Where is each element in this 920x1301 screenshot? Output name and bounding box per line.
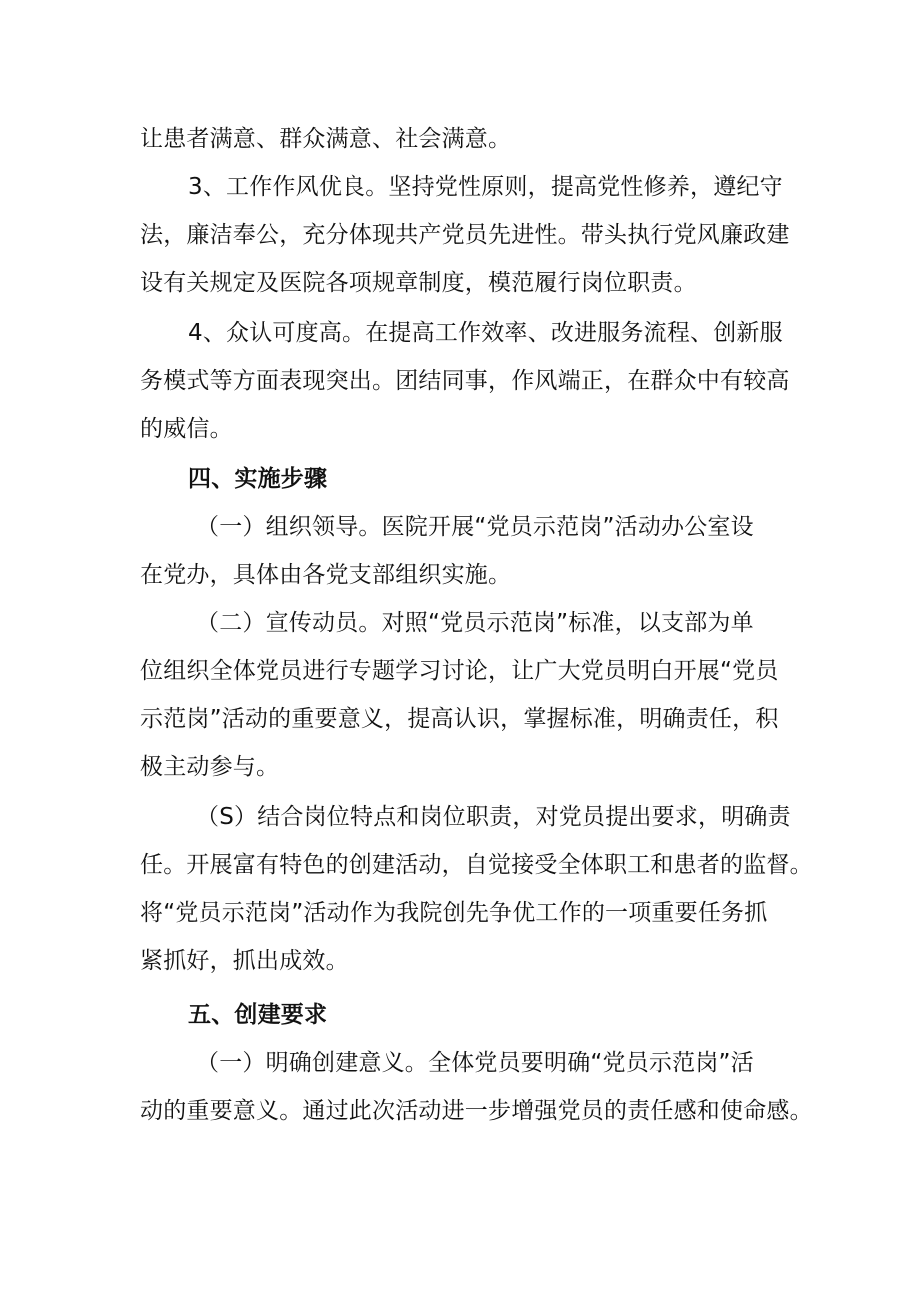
paragraph-line: 任。开展富有特色的创建活动，自觉接受全体职工和患者的监督。 bbox=[140, 852, 813, 878]
paragraph-line: 将“党员示范岗”活动作为我院创先争优工作的一项重要任务抓 bbox=[140, 900, 768, 926]
paragraph-line: 3、工作作风优良。坚持党性原则，提高党性修养，遵纪守 bbox=[188, 174, 783, 200]
paragraph-line: 法，廉洁奉公，充分体现共产党员先进性。带头执行党风廉政建 bbox=[140, 222, 790, 248]
section-heading: 四、实施步骤 bbox=[188, 466, 328, 492]
paragraph-line: （一）组织领导。医院开展“党员示范岗”活动办公室设 bbox=[196, 514, 754, 540]
paragraph-line: 设有关规定及医院各项规章制度，模范履行岗位职责。 bbox=[140, 270, 697, 296]
paragraph-line: 紧抓好，抓出成效。 bbox=[140, 948, 349, 974]
paragraph-line: 示范岗”活动的重要意义，提高认识，掌握标准，明确责任，积 bbox=[140, 706, 779, 732]
paragraph-line: （一）明确创建意义。全体党员要明确“党员示范岗”活 bbox=[196, 1050, 754, 1076]
paragraph-line: 位组织全体党员进行专题学习讨论，让广大党员明白开展“党员 bbox=[140, 658, 779, 684]
paragraph-line: 4、众认可度高。在提高工作效率、改进服务流程、创新服 bbox=[188, 320, 783, 346]
paragraph-line: 动的重要意义。通过此次活动进一步增强党员的责任感和使命感。 bbox=[140, 1098, 813, 1124]
paragraph-line: 极主动参与。 bbox=[140, 754, 280, 780]
paragraph-line: 务模式等方面表现突出。团结同事，作风端正，在群众中有较高 bbox=[140, 368, 790, 394]
paragraph-line: 让患者满意、群众满意、社会满意。 bbox=[140, 126, 512, 152]
section-heading: 五、创建要求 bbox=[188, 1002, 328, 1028]
paragraph-line: （S）结合岗位特点和岗位职责，对党员提出要求，明确责 bbox=[196, 804, 791, 830]
paragraph-line: （二）宣传动员。对照“党员示范岗”标准，以支部为单 bbox=[196, 610, 754, 636]
paragraph-line: 的威信。 bbox=[140, 416, 233, 442]
paragraph-line: 在党办，具体由各党支部组织实施。 bbox=[140, 562, 512, 588]
